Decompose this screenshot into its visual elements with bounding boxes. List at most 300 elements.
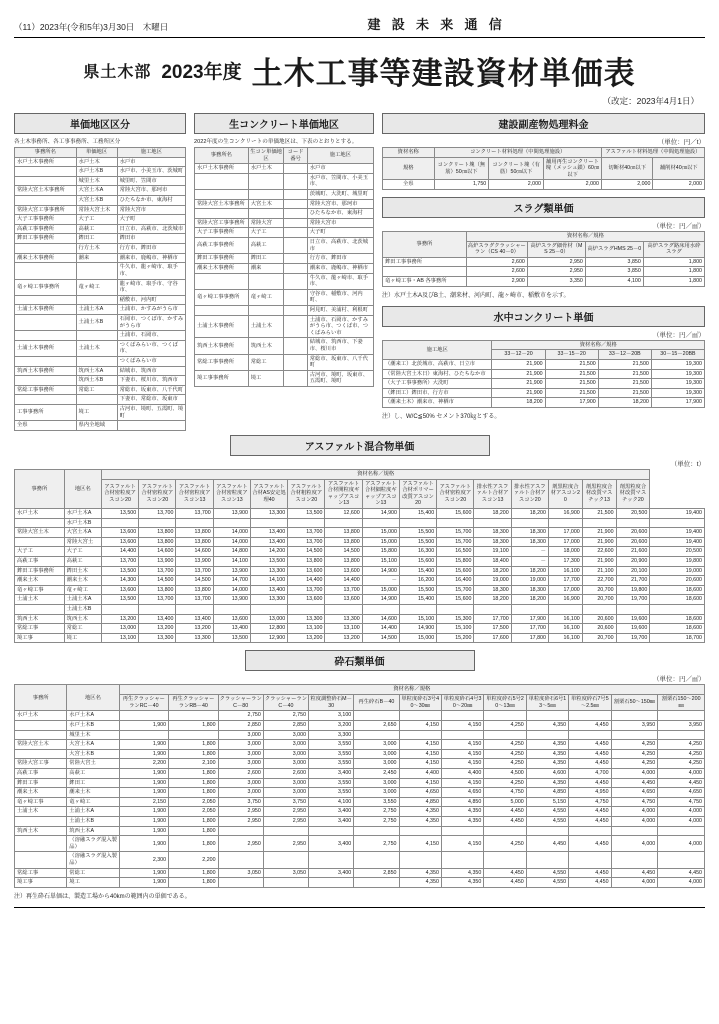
cell-4-15: 22,600	[582, 547, 616, 557]
cell-1-2	[101, 518, 138, 528]
cell-5-11: 4,350	[526, 759, 568, 769]
cell-0-5: 2,000	[653, 180, 705, 190]
cell-6-5: 13,900	[213, 566, 250, 576]
cell-14-0: 筑西土木事務所	[195, 338, 249, 354]
cell-0-11	[526, 711, 568, 721]
table-row	[15, 788, 705, 798]
cell-9-17: 18,600	[650, 595, 705, 605]
cell-24-1: 県内全地域	[76, 421, 117, 431]
cell-3-2: 1,900	[119, 740, 168, 750]
cell-1-2	[284, 173, 307, 189]
cell-12-11: 15,100	[437, 624, 474, 634]
cell-9-4: 3,750	[218, 797, 263, 807]
cell-13-15: 20,700	[582, 633, 616, 643]
cell-7-8: 14,400	[325, 576, 362, 586]
cell-7-1: 高萩工	[76, 224, 117, 234]
section-nama-con	[194, 113, 374, 431]
cell-3-5: 14,000	[213, 537, 250, 547]
cell-1-3	[139, 518, 176, 528]
table-row	[15, 868, 705, 878]
cell-6-3: 大子町	[307, 228, 373, 238]
cell-0-3	[169, 711, 218, 721]
cell-4-6: 14,200	[250, 547, 287, 557]
th-area: 地区名	[67, 685, 119, 711]
cell-11-0	[15, 817, 67, 827]
cell-0-13: 18,200	[511, 508, 548, 518]
cell-8-13: 4,650	[611, 788, 658, 798]
cell-12-13: 17,700	[511, 624, 548, 634]
cell-2-2: 3,350	[527, 277, 585, 287]
table-row	[383, 369, 705, 379]
cell-12-3: 1,800	[169, 826, 218, 836]
cell-11-10: 15,100	[399, 614, 436, 624]
cell-11-8: 13,300	[325, 614, 362, 624]
cell-1-14	[548, 518, 582, 528]
right-stack	[382, 113, 705, 431]
cell-0-1: 21,900	[492, 359, 545, 369]
cell-2-14: 17,000	[548, 528, 582, 538]
cell-3-0: 常陸大宮土木事務所	[195, 199, 249, 209]
cell-5-4: 3,000	[218, 759, 263, 769]
cell-1-0	[15, 720, 67, 730]
suichu-con-note: 注）し、W/C≦50% セメント370㎏とする。	[382, 413, 501, 420]
table-row	[383, 180, 705, 190]
cell-13-1: 境工	[64, 633, 101, 643]
cell-10-11: 4,550	[526, 807, 568, 817]
th-sub-3: 切断材40㎝以下	[601, 157, 653, 180]
cell-4-11: 4,350	[526, 749, 568, 759]
cell-12-5	[263, 826, 308, 836]
cell-10-14: 4,000	[658, 807, 705, 817]
th-2: 33－15－20	[545, 350, 598, 360]
cell-6-5: 2,600	[263, 768, 308, 778]
cell-11-3: 1,800	[169, 817, 218, 827]
table-group-header-row	[383, 148, 705, 158]
table-row	[195, 354, 374, 370]
table-row	[383, 379, 705, 389]
cell-1-6: 3,200	[309, 720, 354, 730]
cell-4-16: 21,600	[616, 547, 650, 557]
th-sub-0: コンクリート塊（無筋）50㎝以下	[434, 157, 489, 180]
th-8: 単粒度砕石3号40～30㎜	[399, 695, 441, 711]
cell-11-7: 2,750	[354, 817, 399, 827]
cell-4-6: 3,550	[309, 749, 354, 759]
table-row	[195, 209, 374, 219]
nama-con-note: 2022年度の生コンクリートの単価地区は、下表のとおりとする。	[194, 139, 358, 145]
cell-13-10: 4,250	[484, 836, 526, 852]
cell-4-4: 3,000	[218, 749, 263, 759]
cell-9-13: 18,200	[511, 595, 548, 605]
cell-0-2: 21,500	[545, 359, 598, 369]
cell-1-4: 1,800	[643, 267, 704, 277]
cell-11-2: 13,200	[101, 614, 138, 624]
cell-5-12: 18,400	[474, 556, 511, 566]
cell-2-4: 19,300	[651, 379, 704, 389]
cell-2-3: 4,100	[585, 277, 643, 287]
table-row	[15, 778, 705, 788]
table-row	[383, 388, 705, 398]
cell-3-3: 1,800	[169, 740, 218, 750]
th-0: 事務所名	[195, 148, 249, 164]
cell-16-6	[309, 878, 354, 888]
cell-2-0: 常陸大宮土木	[15, 528, 65, 538]
th-14: 剤黒粒度合材アスコン20	[548, 479, 582, 508]
th-sub-4: 舗削材40㎝以下	[653, 157, 705, 180]
cell-12-9: 14,400	[362, 624, 399, 634]
th-4: アスファルト合材密粒度アスコン13	[176, 479, 213, 508]
cell-4-9: 4,150	[441, 749, 483, 759]
cell-6-11: 4,600	[526, 768, 568, 778]
cell-12-1: 竜ヶ崎工	[76, 279, 117, 295]
cell-9-8: 4,850	[399, 797, 441, 807]
cell-0-1: 1,750	[434, 180, 489, 190]
cell-5-3: 常陸大宮市	[307, 218, 373, 228]
cell-18-0	[15, 357, 77, 367]
table-row	[15, 817, 705, 827]
cell-8-14: 4,650	[658, 788, 705, 798]
cell-7-2: 日立市、高萩市、北茨城市	[117, 224, 185, 234]
cell-3-5: 3,000	[263, 740, 308, 750]
cell-15-0: 常総工事	[15, 868, 67, 878]
cell-3-0: 常陸大宮土木	[15, 740, 67, 750]
cell-13-6: 3,400	[309, 836, 354, 852]
cell-11-17: 18,600	[650, 614, 705, 624]
cell-1-3: 3,850	[585, 267, 643, 277]
cell-2-8	[399, 730, 441, 740]
cell-2-8: 13,800	[325, 528, 362, 538]
cell-7-1: 潮来土木	[64, 576, 101, 586]
cell-3-0: 常陸大宮土木事務所	[15, 186, 77, 196]
table-row	[15, 376, 186, 386]
cell-12-0: 竜ヶ崎工事事務所	[15, 279, 77, 295]
cell-16-12: 4,450	[569, 878, 611, 888]
table-row	[15, 528, 705, 538]
cell-3-14: 4,250	[658, 740, 705, 750]
cell-15-3: 1,800	[169, 868, 218, 878]
cell-6-6: 3,400	[309, 768, 354, 778]
asphalt-title: アスファルト混合物単価	[230, 435, 490, 456]
cell-0-0: 水戸土木	[15, 508, 65, 518]
cell-15-8: 4,350	[399, 868, 441, 878]
cell-6-17: 19,000	[650, 566, 705, 576]
cell-6-8: 13,600	[325, 566, 362, 576]
th-7: アスファルト合材粗粒度アスコン20	[288, 479, 325, 508]
cell-8-15: 20,700	[582, 585, 616, 595]
cell-8-3: 1,800	[169, 788, 218, 798]
cell-2-2: 21,500	[545, 379, 598, 389]
cell-22-2: 下妻市、常総市、坂東市	[117, 395, 185, 405]
cell-0-5: 13,900	[213, 508, 250, 518]
table-row	[15, 205, 186, 215]
th-office: 事務所	[383, 232, 467, 258]
table-row	[195, 289, 374, 305]
cell-8-13: 18,300	[511, 585, 548, 595]
cell-7-0: 高萩工事事務所	[15, 224, 77, 234]
cell-4-11: 16,500	[437, 547, 474, 557]
cell-2-3: 21,500	[598, 379, 651, 389]
cell-13-13: 4,000	[611, 836, 658, 852]
cell-1-13: 3,950	[611, 720, 658, 730]
table-row	[15, 605, 705, 615]
table-row	[15, 730, 705, 740]
cell-15-11: 4,550	[526, 868, 568, 878]
cell-19-2: 結城市、筑西市	[117, 366, 185, 376]
cell-1-10	[399, 518, 436, 528]
table-row	[195, 370, 374, 386]
cell-5-13: －	[511, 556, 548, 566]
cell-4-0: （潮来土木）潮来市、神栖市	[383, 398, 492, 408]
cell-4-10: 4,250	[484, 749, 526, 759]
table-row	[15, 244, 186, 254]
table-row	[15, 633, 705, 643]
cell-12-6	[309, 826, 354, 836]
cell-0-7: 13,500	[288, 508, 325, 518]
cell-0-7	[354, 711, 399, 721]
tanka-chiku-table	[14, 147, 186, 431]
cell-5-9: 15,100	[362, 556, 399, 566]
cell-14-0: 土浦土木事務所	[15, 305, 77, 315]
cell-4-14: 4,250	[658, 749, 705, 759]
cell-8-4: 13,800	[176, 585, 213, 595]
cell-0-0: 水戸土木	[15, 711, 67, 721]
cell-0-3: 13,700	[139, 508, 176, 518]
cell-3-1: 大宮土木	[248, 199, 284, 209]
cell-4-0	[15, 749, 67, 759]
cell-6-6: 13,300	[250, 566, 287, 576]
cell-8-1: 竜ヶ崎工	[64, 585, 101, 595]
cell-6-1: 鉾田土木	[64, 566, 101, 576]
cell-2-0	[195, 190, 249, 200]
cell-0-3: 3,850	[585, 257, 643, 267]
table-row	[15, 711, 705, 721]
cell-8-7: 3,000	[354, 788, 399, 798]
cell-0-4: 1,800	[643, 257, 704, 267]
cell-19-1: 筑西土木A	[76, 366, 117, 376]
cell-6-4: 13,700	[176, 566, 213, 576]
cell-9-1: 行方土木	[76, 244, 117, 254]
cell-7-14: 4,450	[658, 778, 705, 788]
cell-0-9: 14,900	[362, 508, 399, 518]
cell-14-3: 結城市、筑西市、下妻市、桜川市	[307, 338, 373, 354]
cell-10-1: 潮来	[76, 253, 117, 263]
cell-9-6: 4,100	[309, 797, 354, 807]
cell-1-10: 4,250	[484, 720, 526, 730]
table-row	[195, 190, 374, 200]
cell-8-10: 4,750	[484, 788, 526, 798]
cell-9-14: 4,750	[658, 797, 705, 807]
cell-2-7	[354, 730, 399, 740]
cell-9-15: 20,700	[582, 595, 616, 605]
cell-0-3: 水戸市	[307, 164, 373, 174]
cell-0-2: 13,500	[101, 508, 138, 518]
cell-16-0	[15, 331, 77, 341]
cell-11-1: 土浦土木B	[67, 817, 119, 827]
cell-13-9: 4,150	[441, 836, 483, 852]
cell-9-0: 竜ヶ崎工事	[15, 797, 67, 807]
cell-1-17	[650, 518, 705, 528]
cell-12-8: 13,100	[325, 624, 362, 634]
table-row	[15, 508, 705, 518]
cell-7-10: 4,250	[484, 778, 526, 788]
cell-7-4: 14,500	[176, 576, 213, 586]
cell-2-2	[284, 190, 307, 200]
cell-5-8: 13,800	[325, 556, 362, 566]
cell-5-5: 14,100	[213, 556, 250, 566]
cell-7-11: 16,400	[437, 576, 474, 586]
cell-0-4: 19,300	[651, 359, 704, 369]
cell-0-1: 水戸土木A	[64, 508, 101, 518]
cell-23-0: 工事事務所	[15, 405, 77, 421]
cell-10-2: 1,900	[119, 807, 168, 817]
cell-1-4	[176, 518, 213, 528]
th-spec: 規格	[383, 157, 435, 180]
saiseki-unit: （単位：円／㎥）	[653, 676, 705, 684]
cell-3-3: 13,800	[139, 537, 176, 547]
cell-6-2: 大子町	[117, 215, 185, 225]
cell-20-1: 筑西土木B	[76, 376, 117, 386]
cell-1-2: 21,500	[545, 369, 598, 379]
th-2: 再生クラッシャーランRC－40	[119, 695, 168, 711]
cell-8-12: 4,950	[569, 788, 611, 798]
th-2: アスファルト合材密粒度アスコン20	[101, 479, 138, 508]
cell-16-1: 境工	[67, 878, 119, 888]
cell-20-2: 下妻市、桜川市、筑西市	[117, 376, 185, 386]
saiseki-title: 砕石類単価	[245, 650, 475, 671]
th-group-spec: 資材名称／規格	[101, 469, 649, 479]
cell-13-0	[15, 295, 77, 305]
th-4: クラッシャーランC－80	[218, 695, 263, 711]
cell-10-8: 4,350	[399, 807, 441, 817]
cell-13-2	[284, 315, 307, 338]
cell-8-2: 1,900	[119, 788, 168, 798]
cell-4-4: 17,900	[651, 398, 704, 408]
th-7: 再生砕石B－40	[354, 695, 399, 711]
table-row	[15, 576, 705, 586]
th-3: 施工地区	[307, 148, 373, 164]
th-2: コード番号	[284, 148, 307, 164]
cell-8-17: 18,600	[650, 585, 705, 595]
cell-5-2	[284, 218, 307, 228]
cell-12-9	[441, 826, 483, 836]
tanka-chiku-title: 単価地区区分	[14, 113, 186, 134]
cell-4-1: 大宮土木B	[67, 749, 119, 759]
title-bar	[14, 48, 705, 93]
cell-5-1: 常陸大宮土木	[76, 205, 117, 215]
cell-0-0: 鉾田工事事務所	[383, 257, 467, 267]
cell-1-15	[582, 518, 616, 528]
table-subheader-row	[383, 157, 705, 180]
cell-15-1: 土浦土木B	[76, 314, 117, 330]
table-header-row	[15, 148, 186, 158]
cell-10-1	[248, 273, 284, 289]
table-row	[195, 164, 374, 174]
cell-4-5: 3,000	[263, 749, 308, 759]
fukusanbutsu-title: 建設副産物処理料金	[382, 113, 705, 134]
cell-2-14	[658, 730, 705, 740]
cell-8-11: 15,700	[437, 585, 474, 595]
cell-0-1: 水戸土木A	[67, 711, 119, 721]
cell-7-10: 16,200	[399, 576, 436, 586]
cell-16-4	[218, 878, 263, 888]
cell-4-0: 大子工	[15, 547, 65, 557]
cell-21-1: 常総工	[76, 385, 117, 395]
table-row	[15, 585, 705, 595]
saiseki-note: 注）再生砕石単価は、製造工場から40kmの範囲内の単価である。	[14, 893, 191, 900]
th-8: アスファルト合材開粒度ギャップアスコン13	[325, 479, 362, 508]
fiscal-year: 2023年度	[161, 62, 242, 83]
cell-0-12: 18,200	[474, 508, 511, 518]
cell-7-3: 日立市、高萩市、北茨城市	[307, 238, 373, 254]
cell-11-6: 3,400	[309, 817, 354, 827]
saiseki-table	[14, 684, 705, 887]
table-row	[15, 385, 186, 395]
cell-1-12: 4,450	[569, 720, 611, 730]
cell-6-2: 1,900	[119, 768, 168, 778]
cell-11-3: 守谷市、稲敷市、河内町、	[307, 289, 373, 305]
cell-2-10	[484, 730, 526, 740]
cell-1-3: 水戸市、笠間市、小美玉市、	[307, 173, 373, 189]
cell-10-10	[399, 605, 436, 615]
asphalt-table	[14, 469, 705, 644]
cell-10-16	[616, 605, 650, 615]
cell-0-3: 2,000	[543, 180, 601, 190]
cell-7-3: 14,500	[139, 576, 176, 586]
cell-2-4: 3,000	[218, 730, 263, 740]
th-office: 事務所	[15, 469, 65, 508]
cell-11-12: 4,450	[569, 817, 611, 827]
cell-1-13	[511, 518, 548, 528]
cell-4-1	[248, 209, 284, 219]
cell-4-2	[284, 209, 307, 219]
cell-4-7: 3,000	[354, 749, 399, 759]
cell-16-2	[284, 370, 307, 386]
cell-12-14: 16,100	[548, 624, 582, 634]
cell-11-9: 4,350	[441, 817, 483, 827]
cell-16-5	[263, 878, 308, 888]
th-1: 生コン単価地区	[248, 148, 284, 164]
cell-0-2: 水戸市	[117, 157, 185, 167]
cell-13-0: 土浦土木事務所	[195, 315, 249, 338]
cell-18-2: つくばみらい市	[117, 357, 185, 367]
cell-4-12: 19,100	[474, 547, 511, 557]
cell-6-4: 2,600	[218, 768, 263, 778]
cell-3-11: 4,350	[526, 740, 568, 750]
cell-1-6	[250, 518, 287, 528]
nama-con-title: 生コンクリート単価地区	[194, 113, 374, 134]
cell-16-3: 1,800	[169, 878, 218, 888]
cell-7-2: 1,900	[119, 778, 168, 788]
cell-5-14: 17,300	[548, 556, 582, 566]
table-row	[15, 836, 705, 852]
cell-4-0	[195, 209, 249, 219]
cell-3-8: 4,150	[399, 740, 441, 750]
cell-8-9: 15,000	[362, 585, 399, 595]
cell-12-2: 1,900	[119, 826, 168, 836]
table-row	[195, 228, 374, 238]
cell-10-7: 2,750	[354, 807, 399, 817]
cell-9-11: 5,150	[526, 797, 568, 807]
cell-7-7: 14,400	[288, 576, 325, 586]
cell-12-3: 13,200	[139, 624, 176, 634]
cell-3-2: 常陸大宮市、那珂市	[117, 186, 185, 196]
cell-12-8	[399, 826, 441, 836]
cell-7-9: －	[362, 576, 399, 586]
cell-2-17: 19,400	[650, 528, 705, 538]
th-sub-1: コンクリート塊（有筋）50㎝以下	[489, 157, 544, 180]
cell-2-12: 18,300	[474, 528, 511, 538]
cell-7-15: 22,700	[582, 576, 616, 586]
cell-0-6: 13,300	[250, 508, 287, 518]
